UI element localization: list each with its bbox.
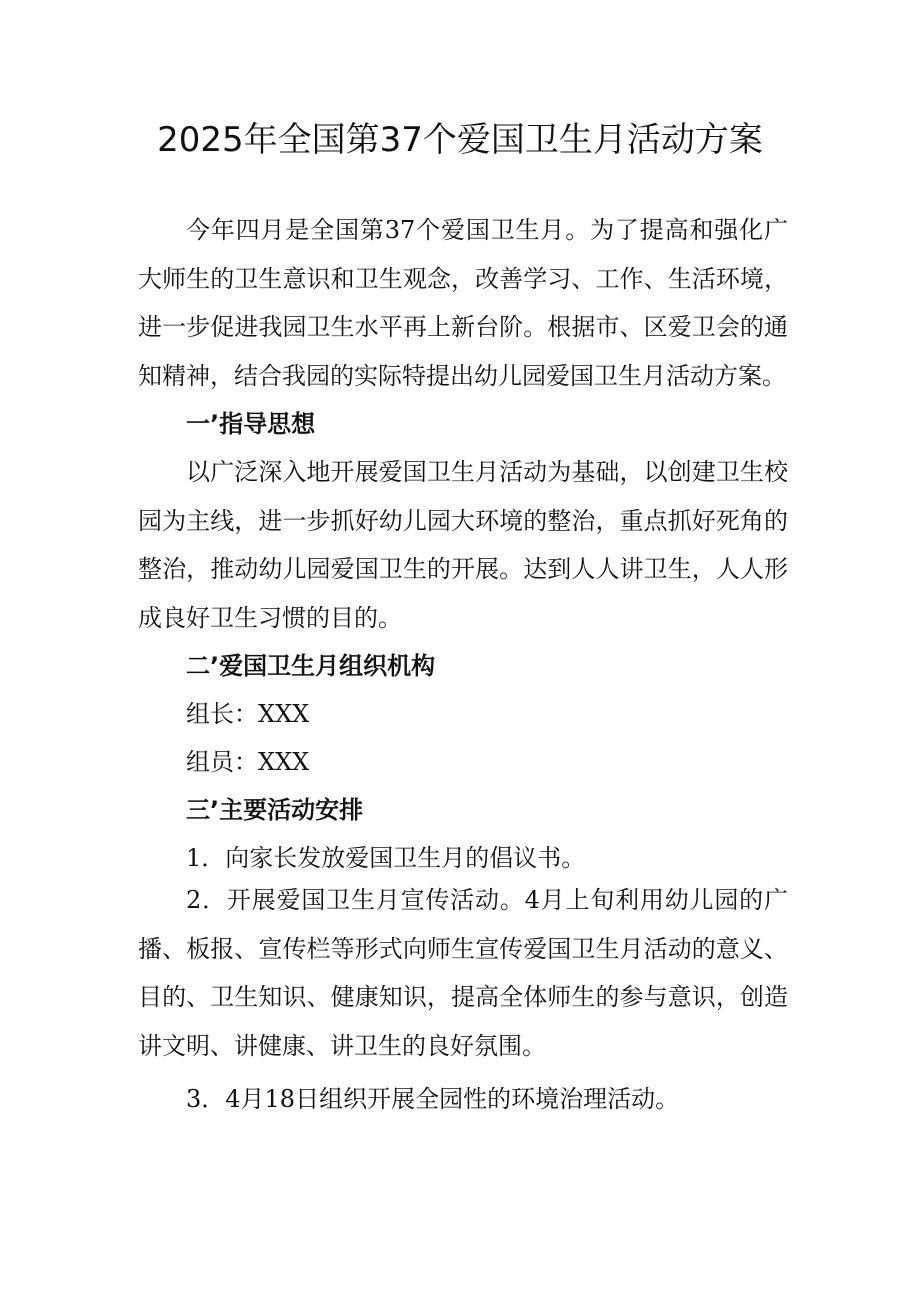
organization-leader: 组长：XXX [186,700,310,728]
activity-item-3: 3．4月18日组织开展全园性的环境治理活动。 [186,1085,680,1113]
organization-members: 组员：XXX [186,748,310,776]
section-heading-guiding-ideology: 一’指导思想 [186,410,316,438]
guiding-ideology-paragraph: 以广泛深入地开展爱国卫生月活动为基础，以创建卫生校园为主线，进一步抓好幼儿园大环境的整治，重点抓好死角的整治，推动幼儿园爱国卫生的开展。达到人人讲卫生，人人形成良好卫生习惯的目的。 [138,458,788,632]
section-heading-organization: 二’爱国卫生月组织机构 [186,652,436,680]
intro-paragraph: 今年四月是全国第37个爱国卫生月。为了提高和强化广大师生的卫生意识和卫生观念，改善学习、工作、生活环境，进一步促进我园卫生水平再上新台阶。根据市、区爱卫会的通知精神，结合我园的实际特提出幼儿园爱国卫生月活动方案。 [138,216,788,390]
activity-item-1: 1．向家长发放爱国卫生月的倡议书。 [186,844,586,872]
section-heading-activities: 三’主要活动安排 [186,796,364,824]
document-title: 2025年全国第37个爱国卫生月活动方案 [157,120,763,160]
activity-item-2: 2．开展爱国卫生月宣传活动。4月上旬利用幼儿园的广播、板报、宣传栏等形式向师生宣传爱国卫生月活动的意义、目的、卫生知识、健康知识，提高全体师生的参与意识，创造讲文明、讲健康、讲卫生的良好氛围。 [138,886,788,1060]
